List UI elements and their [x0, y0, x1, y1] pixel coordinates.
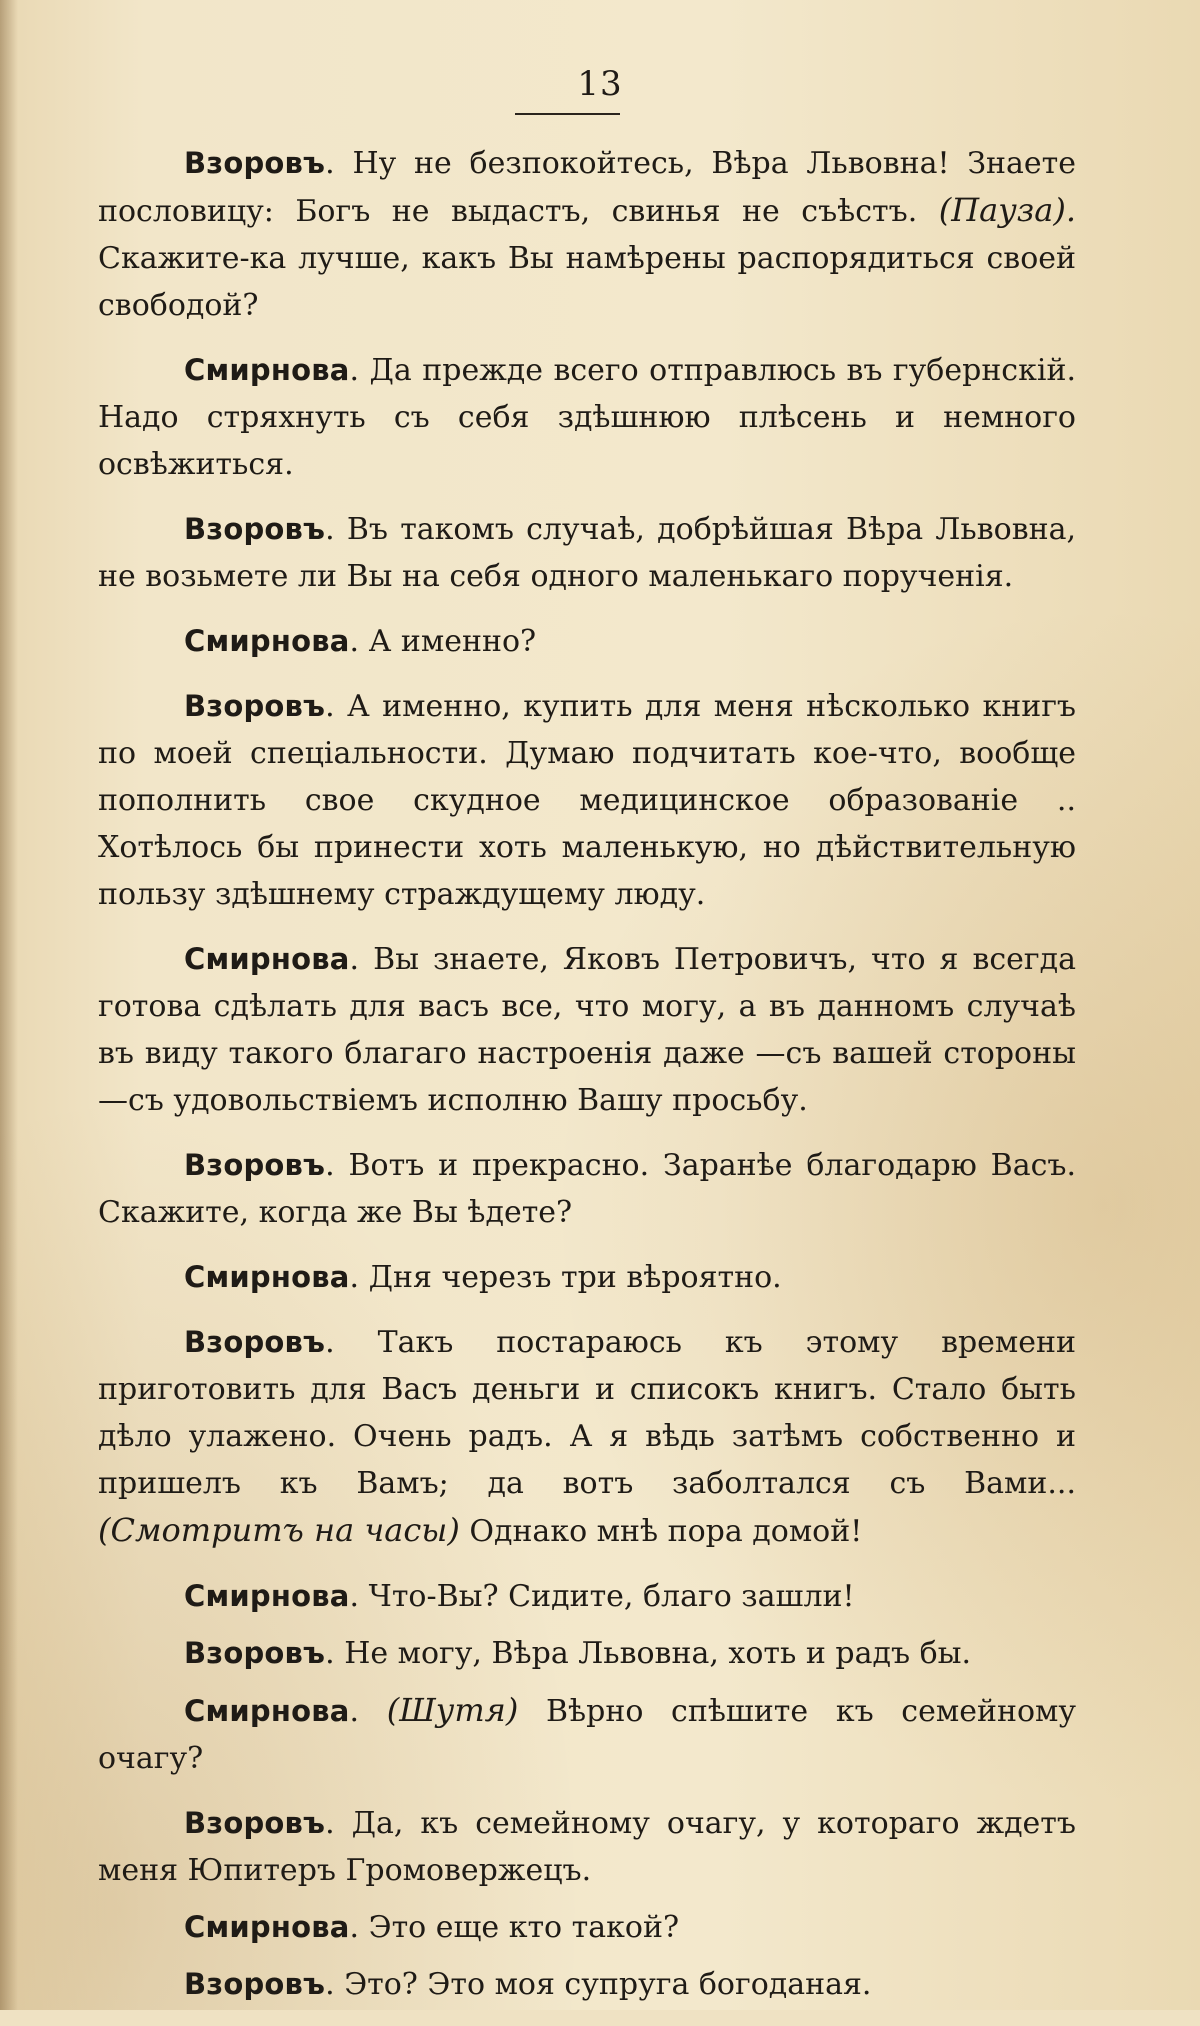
dialogue-paragraph-7: Взоровъ. Вотъ и прекрасно. Заранѣе благодарю Васъ. Скажите, когда же Вы ѣдете?: [98, 1148, 1077, 1230]
dialogue-paragraph-12: Смирнова. (Шутя) Вѣрно спѣшите къ семейному очагу?: [98, 1691, 1076, 1776]
dialogue-paragraph-15: Взоровъ. Это? Это моя супруга богоданая.: [184, 1967, 872, 2002]
speaker-name: Взоровъ: [184, 1967, 326, 2001]
speaker-name: Взоровъ: [184, 1325, 326, 1359]
dialogue-paragraph-9: Взоровъ. Такъ постараюсь къ этому времени приготовить для Васъ деньги и списокъ книгъ. Стало быть дѣло улажено. Очень радъ. А я вѣдь затѣмъ собственно и пришелъ къ Вамъ; да вотъ заболтался съ Вами... (Смотритъ на часы) Однако мнѣ пора домой!: [98, 1325, 1076, 1549]
speech-text: Такъ постараюсь къ этому времени приготовить для Васъ деньги и списокъ книгъ. Стало быть дѣло улажено. Очень радъ. А я вѣдь затѣмъ собственно и пришелъ къ Вамъ; да вотъ заболтался съ Вами...: [98, 1325, 1076, 1501]
speaker-name: Смирнова: [184, 1579, 350, 1613]
speaker-name: Смирнова: [184, 1260, 350, 1294]
speech-text: Въ такомъ случаѣ, добрѣйшая Вѣра Львовна, не возьмете ли Вы на себя одного маленькаго порученія.: [98, 512, 1077, 594]
dialogue-paragraph-10: Смирнова. Что-Вы? Сидите, благо зашли!: [184, 1579, 855, 1614]
speech-text: Не могу, Вѣра Львовна, хоть и радъ бы.: [344, 1636, 972, 1671]
dialogue-paragraph-11: Взоровъ. Не могу, Вѣра Львовна, хоть и радъ бы.: [184, 1636, 972, 1671]
speech-text: Скажите-ка лучше, какъ Вы намѣрены распорядиться своей свободой?: [98, 241, 1076, 323]
speaker-name: Взоровъ: [184, 1148, 326, 1182]
speaker-name: Смирнова: [184, 624, 350, 658]
dialogue-paragraph-6: Смирнова. Вы знаете, Яковъ Петровичъ, что я всегда готова сдѣлать для васъ все, что могу, а въ данномъ случаѣ въ виду такого благаго настроенія даже —съ вашей стороны —съ удовольствіемъ исполню Вашу просьбу.: [98, 942, 1076, 1118]
speech-text: Это еще кто такой?: [368, 1910, 680, 1945]
speaker-name: Взоровъ: [184, 689, 326, 723]
dialogue-paragraph-14: Смирнова. Это еще кто такой?: [184, 1910, 680, 1945]
stage-direction: (Шутя): [386, 1691, 519, 1729]
dialogue-text: [98, 140, 1076, 2026]
speech-text: А именно?: [368, 624, 537, 659]
stage-direction: (Пауза).: [938, 191, 1076, 229]
speaker-name: Смирнова: [184, 353, 350, 387]
page-number-rule: [515, 113, 620, 115]
dialogue-paragraph-1: Взоровъ. Ну не безпокойтесь, Вѣра Львовна! Знаете пословицу: Богъ не выдастъ, свинья не съѣстъ. (Пауза). Скажите-ка лучше, какъ Вы намѣрены распорядиться своей свободой?: [98, 146, 1077, 323]
speech-text: Да прежде всего отправлюсь въ губернскій. Надо стряхнуть съ себя здѣшнюю плѣсень и немного освѣжиться.: [98, 353, 1076, 482]
stage-direction: (Смотритъ на часы): [98, 1511, 460, 1549]
dialogue-paragraph-13: Взоровъ. Да, къ семейному очагу, у котораго ждетъ меня Юпитеръ Громовержецъ.: [98, 1806, 1076, 1888]
speech-text: Ну не безпокойтесь, Вѣра Львовна! Знаете пословицу: Богъ не выдастъ, свинья не съѣстъ.: [98, 146, 1077, 229]
speaker-name: Взоровъ: [184, 1636, 326, 1670]
speech-text: А именно, купить для меня нѣсколько книгъ по моей спеціальности. Думаю подчитать кое-что, вообще пополнить свое скудное медицинское образованіе .. Хотѣлось бы принести хоть маленькую, но дѣйствительную пользу здѣшнему страждущему люду.: [98, 689, 1077, 912]
speech-text: Дня черезъ три вѣроятно.: [368, 1260, 782, 1295]
dialogue-paragraph-3: Взоровъ. Въ такомъ случаѣ, добрѣйшая Вѣра Львовна, не возьмете ли Вы на себя одного маленькаго порученія.: [98, 512, 1077, 594]
dialogue-paragraph-4: Смирнова. А именно?: [184, 624, 537, 659]
dialogue-paragraph-2: Смирнова. Да прежде всего отправлюсь въ губернскій. Надо стряхнуть съ себя здѣшнюю плѣсень и немного освѣжиться.: [98, 353, 1076, 482]
speaker-name: Смирнова: [184, 1694, 350, 1728]
speech-text: Это? Это моя супруга богоданая.: [344, 1967, 872, 2002]
page-number: 13: [577, 64, 623, 104]
page-edge-shadow: [0, 0, 18, 2010]
speech-text: Да, къ семейному очагу, у котораго ждетъ меня Юпитеръ Громовержецъ.: [98, 1806, 1076, 1888]
speaker-name: Смирнова: [184, 942, 350, 976]
speech-text: Что-Вы? Сидите, благо зашли!: [368, 1579, 855, 1614]
speech-text: Вы знаете, Яковъ Петровичъ, что я всегда готова сдѣлать для васъ все, что могу, а въ данномъ случаѣ въ виду такого благаго настроенія даже —съ вашей стороны —съ удовольствіемъ исполню Вашу просьбу.: [98, 942, 1076, 1118]
speech-text: Вотъ и прекрасно. Заранѣе благодарю Васъ. Скажите, когда же Вы ѣдете?: [98, 1148, 1077, 1230]
speaker-name: Взоровъ: [184, 512, 326, 546]
speaker-name: Смирнова: [184, 1910, 350, 1944]
dialogue-paragraph-5: Взоровъ. А именно, купить для меня нѣсколько книгъ по моей спеціальности. Думаю подчитать кое-что, вообще пополнить свое скудное медицинское образованіе .. Хотѣлось бы принести хоть маленькую, но дѣйствительную пользу здѣшнему страждущему люду.: [98, 689, 1077, 912]
speech-text: Вѣрно спѣшите къ семейному очагу?: [98, 1694, 1076, 1776]
speaker-name: Взоровъ: [184, 146, 326, 180]
speech-text: Однако мнѣ пора домой!: [469, 1514, 863, 1549]
dialogue-paragraph-8: Смирнова. Дня черезъ три вѣроятно.: [184, 1260, 782, 1295]
speaker-name: Взоровъ: [184, 1806, 326, 1840]
